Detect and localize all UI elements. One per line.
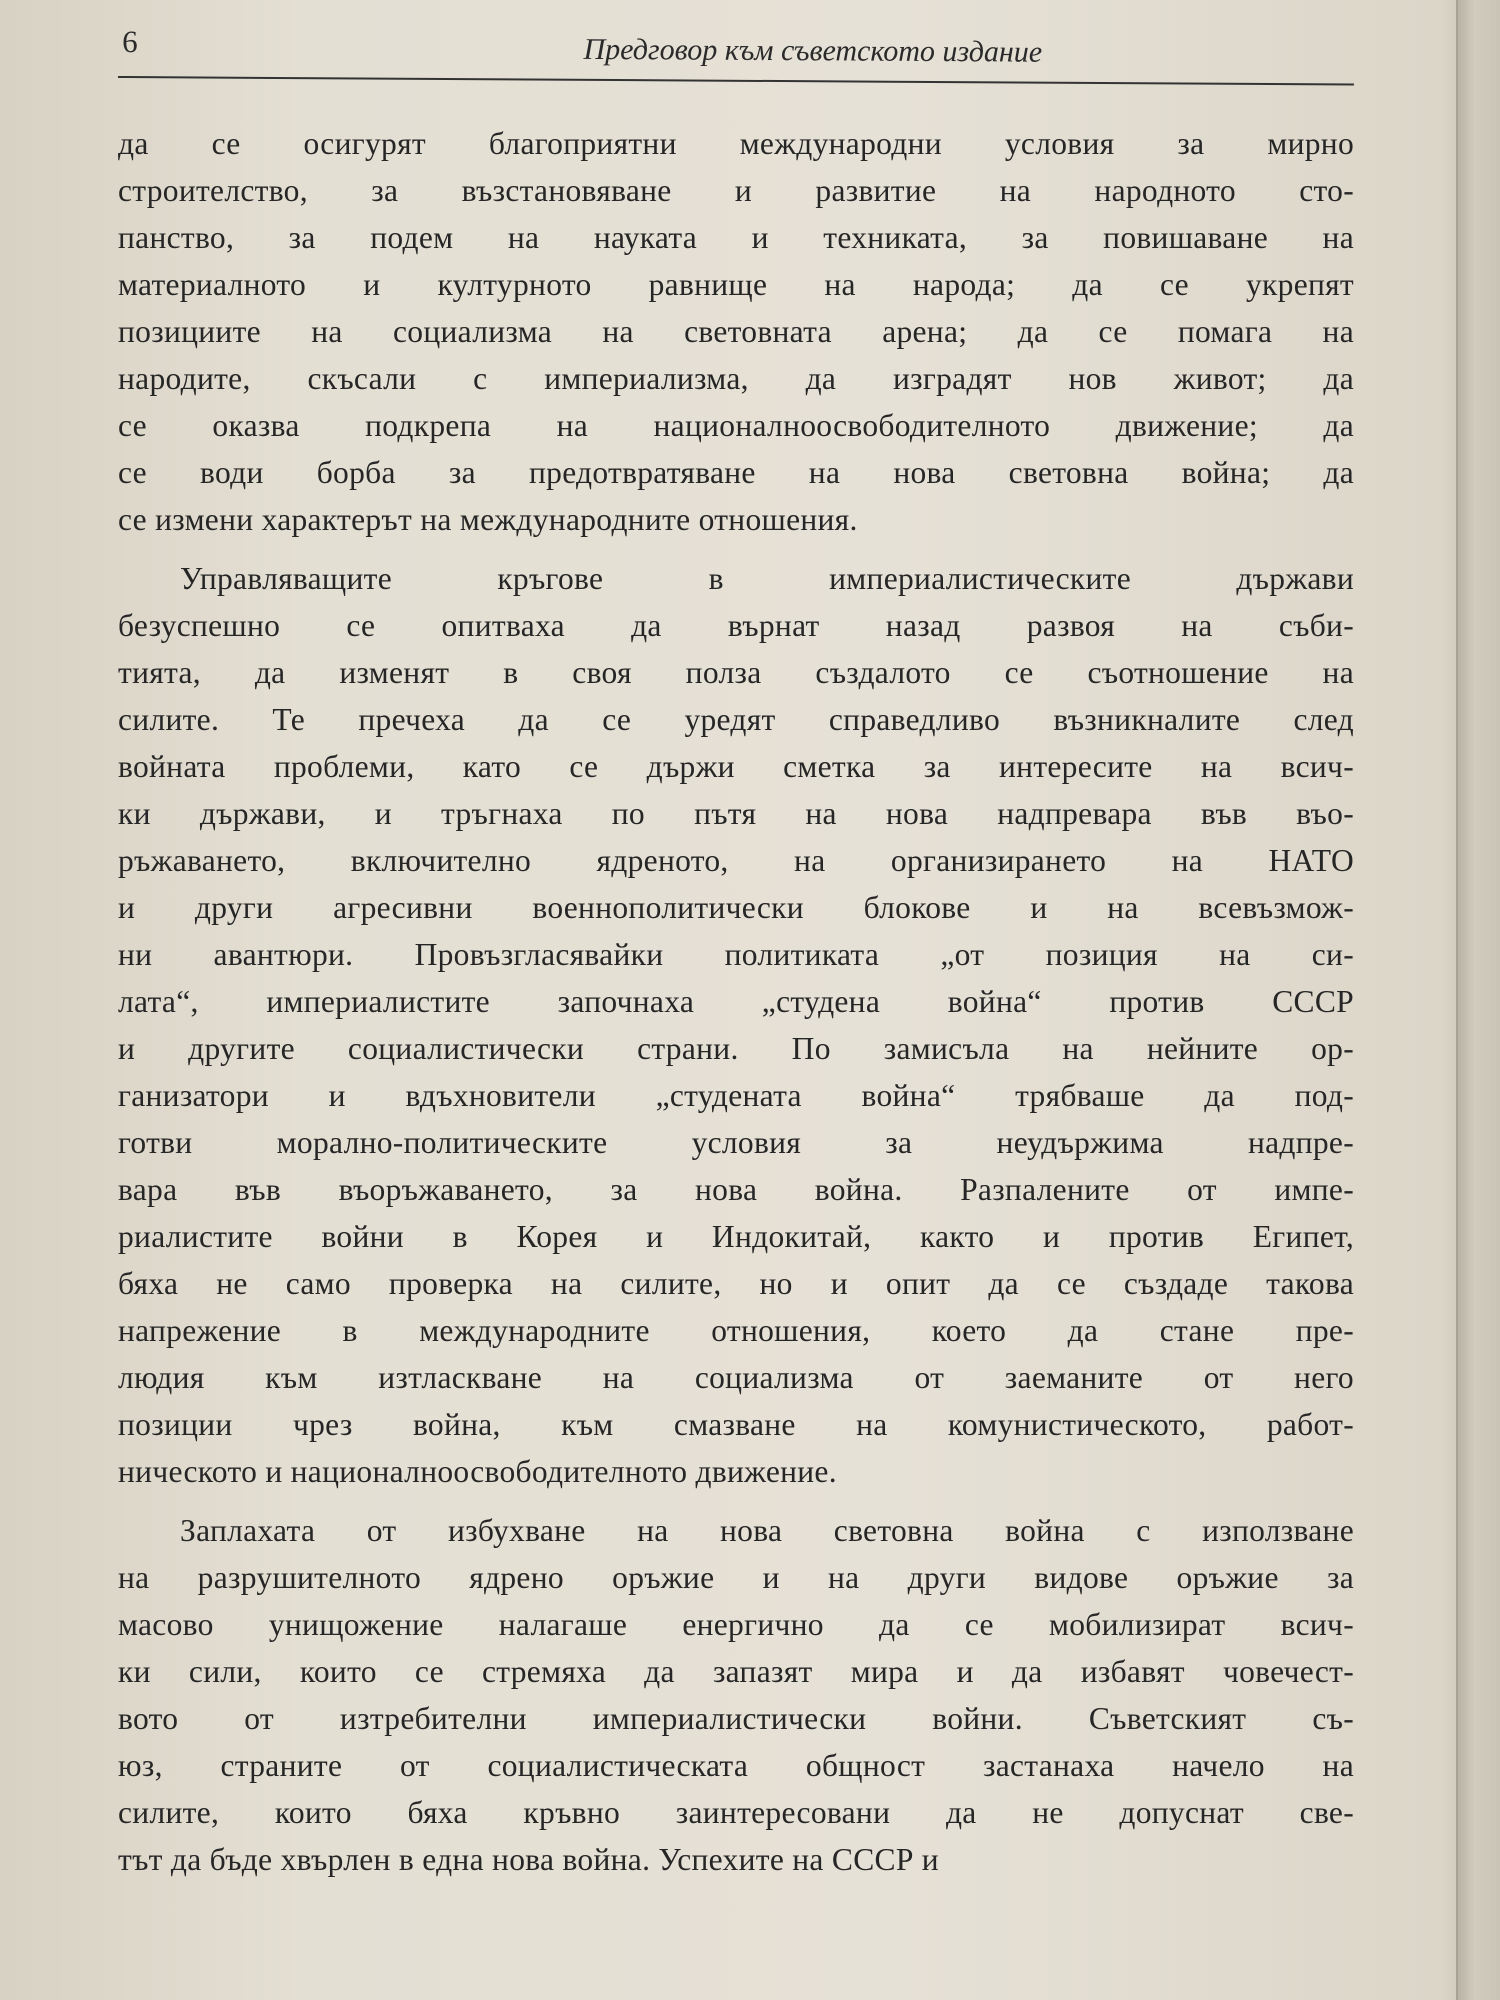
text-line: ки сили, които се стремяха да запазят мира и да избавят човечест- bbox=[118, 1654, 1354, 1689]
text-line: ки държави, и тръгнаха по пътя на нова надпревара във въо- bbox=[118, 796, 1354, 831]
text-line: вото от изтребителни империалистически войни. Съветският съ- bbox=[118, 1701, 1354, 1736]
text-line: ническото и националноосвободителното движение. bbox=[118, 1454, 837, 1489]
text-line: позиции чрез война, към смазване на комунистическото, работ- bbox=[118, 1407, 1354, 1442]
page-number: 6 bbox=[122, 24, 138, 60]
text-line: масово унищожение налагаше енергично да се мобилизират всич- bbox=[118, 1607, 1354, 1642]
text-line: ръжаването, включително ядреното, на организирането на НАТО bbox=[118, 843, 1354, 878]
text-line: силите. Те пречеха да се уредят справедливо възникналите след bbox=[118, 702, 1354, 737]
text-line: панство, за подем на науката и техниката, за повишаване на bbox=[118, 220, 1354, 255]
text-line: строителство, за възстановяване и развитие на народното сто- bbox=[118, 173, 1354, 208]
running-title: Предговор към съветското издание bbox=[583, 32, 1043, 69]
page-header bbox=[118, 14, 1354, 86]
text-line: лата“, империалистите започнаха „студена война“ против СССР bbox=[118, 984, 1354, 1019]
text-line: готви морално-политическите условия за неудържима надпре- bbox=[118, 1125, 1354, 1160]
text-line: риалистите войни в Корея и Индокитай, както и против Египет, bbox=[118, 1219, 1354, 1254]
paragraph bbox=[118, 555, 1354, 1495]
text-line: да се осигурят благоприятни международни условия за мирно bbox=[118, 126, 1354, 161]
text-line: бяха не само проверка на силите, но и опит да се създаде такова bbox=[118, 1266, 1354, 1301]
text-line: войната проблеми, като се държи сметка за интересите на всич- bbox=[118, 749, 1354, 784]
text-line: тът да бъде хвърлен в една нова война. Успехите на СССР и bbox=[118, 1842, 939, 1877]
page-body bbox=[118, 120, 1354, 1883]
text-line: народите, скъсали с империализма, да изградят нов живот; да bbox=[118, 361, 1354, 396]
paragraph bbox=[118, 1507, 1354, 1883]
text-line: и други агресивни военнополитически блокове и на всевъзмож- bbox=[118, 890, 1354, 925]
page bbox=[118, 14, 1354, 1994]
text-line: се води борба за предотвратяване на нова световна война; да bbox=[118, 455, 1354, 490]
text-line: юз, страните от социалистическата общност застанаха начело на bbox=[118, 1748, 1354, 1783]
text-line: людия към изтласкване на социализма от заеманите от него bbox=[118, 1360, 1354, 1395]
text-line: ни авантюри. Провъзгласявайки политиката „от позиция на си- bbox=[118, 937, 1354, 972]
text-line: Управляващите кръгове в империалистическите държави bbox=[180, 561, 1354, 596]
text-line: на разрушителното ядрено оръжие и на други видове оръжие за bbox=[118, 1560, 1354, 1595]
text-line: се измени характерът на международните отношения. bbox=[118, 502, 858, 537]
text-line: Заплахата от избухване на нова световна война с използване bbox=[180, 1513, 1354, 1548]
paragraph bbox=[118, 120, 1354, 543]
text-line: тията, да изменят в своя полза създалото се съотношение на bbox=[118, 655, 1354, 690]
text-line: напрежение в международните отношения, което да стане пре- bbox=[118, 1313, 1354, 1348]
text-line: ганизатори и вдъхновители „студената война“ трябваше да под- bbox=[118, 1078, 1354, 1113]
text-line: силите, които бяха кръвно заинтересовани да не допуснат све- bbox=[118, 1795, 1354, 1830]
text-line: позициите на социализма на световната арена; да се помага на bbox=[118, 314, 1354, 349]
text-line: се оказва подкрепа на националноосвободителното движение; да bbox=[118, 408, 1354, 443]
text-line: вара във въоръжаването, за нова война. Разпалените от импе- bbox=[118, 1172, 1354, 1207]
adjacent-page-edge bbox=[1456, 0, 1500, 2000]
text-line: и другите социалистически страни. По замисъла на нейните ор- bbox=[118, 1031, 1354, 1066]
text-line: материалното и културното равнище на народа; да се укрепят bbox=[118, 267, 1354, 302]
text-line: безуспешно се опитваха да върнат назад развоя на съби- bbox=[118, 608, 1354, 643]
